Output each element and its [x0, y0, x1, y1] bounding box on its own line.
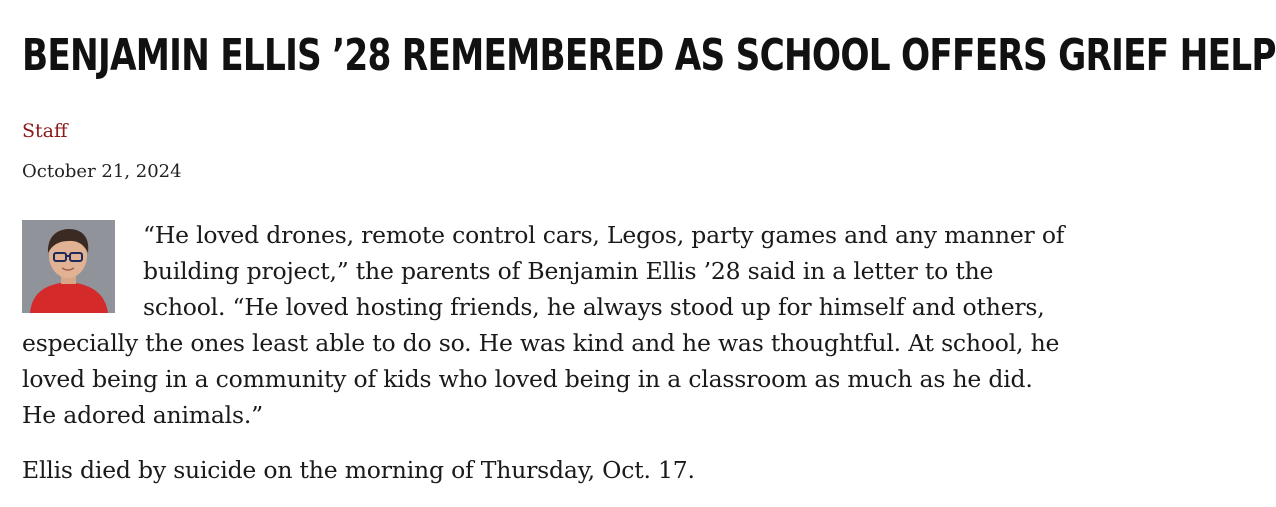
- publish-date: October 21, 2024: [22, 161, 182, 182]
- article-headline: BENJAMIN ELLIS ’28 REMEMBERED AS SCHOOL OFFERS GRIEF HELP: [22, 30, 1276, 81]
- article-body: [22, 217, 1072, 507]
- student-portrait-photo[interactable]: [22, 220, 115, 313]
- portrait-image: [22, 220, 115, 313]
- author-link[interactable]: Staff: [22, 120, 68, 142]
- article-paragraph: Ellis died by suicide on the morning of Thursday, Oct. 17.: [22, 456, 695, 484]
- article-paragraph: “He loved drones, remote control cars, Legos, party games and any manner of building project,” the parents of Benjamin Ellis ’28 said in a letter to the school. “He loved hosting friends, he always stood up for himself and others, especially the ones least able to do so. He was kind and he was thoughtful. At school, he loved being in a community of kids who loved being in a classroom as much as he did. He adored animals.”: [22, 221, 1065, 429]
